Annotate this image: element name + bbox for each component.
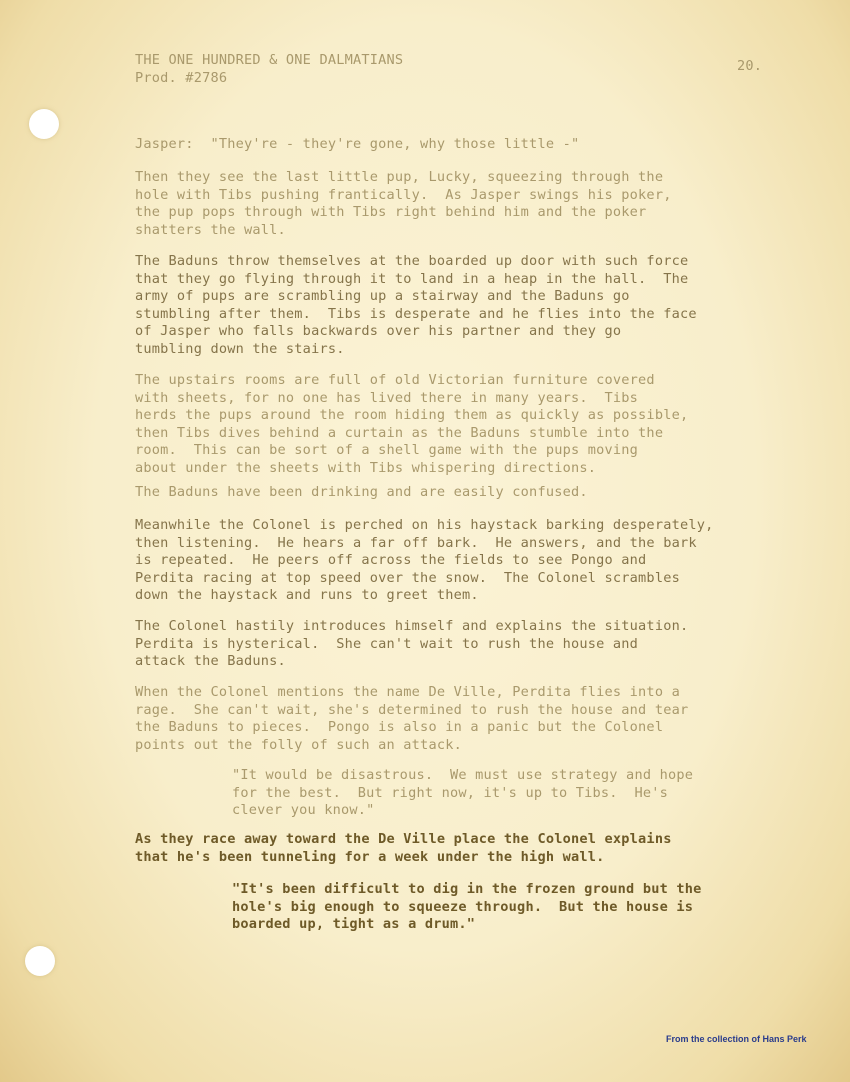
paragraph-5: The Baduns have been drinking and are easily confused. [135,484,588,500]
paragraph-8: When the Colonel mentions the name De Ville, Perdita flies into a rage. She can't wait, she's determined to rush the house and tear the Baduns to pieces. Pongo is also in a panic but the Colonel points out the folly of such an attack. [135,684,689,753]
collection-credit: From the collection of Hans Perk [666,1034,807,1044]
paragraph-1: Jasper: "They're - they're gone, why those little -" [135,136,580,152]
paragraph-7: The Colonel hastily introduces himself and explains the situation. Perdita is hysterical. She can't wait to rush the house and attack the Baduns. [135,618,689,669]
punch-hole-top [29,109,59,139]
punch-hole-bottom [25,946,55,976]
paragraph-9: As they race away toward the De Ville place the Colonel explains that he's been tunneling for a week under the high wall. [135,831,672,865]
page-number: 20. [737,58,763,74]
paragraph-3: The Baduns throw themselves at the boarded up door with such force that they go flying through it to land in a heap in the hall. The army of pups are scrambling up a stairway and the Baduns go stumbling after them. Tibs is desperate and he flies into the face of Jasper who falls backwards over his partner and they go tumbling down the stairs. [135,253,697,357]
header-prod: Prod. #2786 [135,70,228,86]
paragraph-2: Then they see the last little pup, Lucky, squeezing through the hole with Tibs pushing frantically. As Jasper swings his poker, the pup pops through with Tibs right behind him and the poker shatters the wall. [135,169,672,238]
quote-1: "It would be disastrous. We must use strategy and hope for the best. But right now, it's up to Tibs. He's clever you know." [232,767,694,818]
header-title: THE ONE HUNDRED & ONE DALMATIANS [135,52,404,68]
paragraph-6: Meanwhile the Colonel is perched on his haystack barking desperately, then listening. He hears a far off bark. He answers, and the bark is repeated. He peers off across the fields to see Pongo and Perdita racing at top speed over the snow. The Colonel scrambles down the haystack and runs to greet them. [135,517,714,603]
quote-2: "It's been difficult to dig in the frozen ground but the hole's big enough to squeeze through. But the house is boarded up, tight as a drum." [232,881,702,932]
paragraph-4: The upstairs rooms are full of old Victorian furniture covered with sheets, for no one has lived there in many years. Tibs herds the pups around the room hiding them as quickly as possible, then Tibs dives behind a curtain as the Baduns stumble into the room. This can be sort of a shell game with the pups moving about under the sheets with Tibs whispering directions. [135,372,689,476]
